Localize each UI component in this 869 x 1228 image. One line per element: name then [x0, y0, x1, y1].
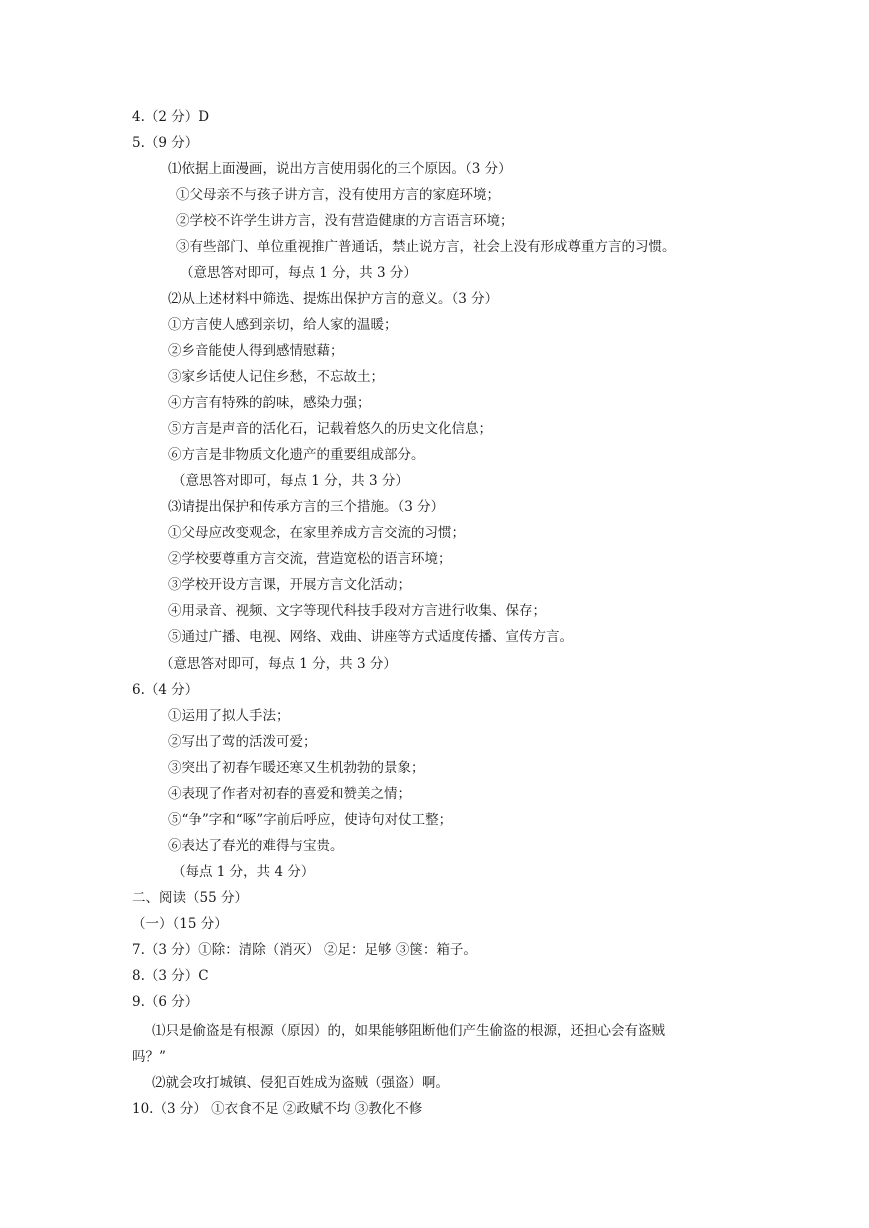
section-reading-heading: 二、阅读（55 分） — [132, 890, 248, 906]
q5-part2-item5: ⑤方言是声音的活化石，记载着悠久的历史文化信息； — [168, 421, 492, 437]
q9-part1-line1: ⑴只是偷盗是有根源（原因）的，如果能够阻断他们产生偷盗的根源，还担心会有盗贼 — [152, 1023, 665, 1039]
q5-part2-item3: ③家乡话使人记住乡愁，不忘故土； — [168, 369, 384, 385]
q6-item5: ⑤“争”字和“啄”字前后呼应，使诗句对仗工整； — [168, 812, 453, 828]
answer-7: 7.（3 分）①除：清除（消灭） ②足：足够 ③箧：箱子。 — [132, 942, 477, 958]
q9-part1-line2: 吗？” — [132, 1049, 166, 1065]
q5-part1-prompt: ⑴依据上面漫画，说出方言使用弱化的三个原因。（3 分） — [168, 161, 512, 177]
q5-part2-prompt: ⑵从上述材料中筛选、提炼出保护方言的意义。（3 分） — [168, 291, 499, 307]
q6-item1: ①运用了拟人手法； — [168, 708, 290, 724]
q5-part1-item2: ②学校不许学生讲方言，没有营造健康的方言语言环境； — [176, 213, 514, 229]
q5-part2-item4: ④方言有特殊的韵味，感染力强； — [168, 395, 371, 411]
q9-part2: ⑵就会攻打城镇、侵犯百姓成为盗贼（强盗）啊。 — [152, 1075, 449, 1091]
answer-9-header: 9.（6 分） — [132, 994, 199, 1010]
q6-item4: ④表现了作者对初春的喜爱和赞美之情； — [168, 786, 411, 802]
q5-part3-item3: ③学校开设方言课，开展方言文化活动； — [168, 577, 411, 593]
q5-part2-item1: ①方言使人感到亲切，给人家的温暖； — [168, 317, 398, 333]
q5-part1-item1: ①父母亲不与孩子讲方言，没有使用方言的家庭环境； — [176, 187, 500, 203]
q5-part3-prompt: ⑶请提出保护和传承方言的三个措施。（3 分） — [168, 499, 445, 515]
q5-part3-item4: ④用录音、视频、文字等现代科技手段对方言进行收集、保存； — [168, 603, 546, 619]
q5-part3-item1: ①父母应改变观念，在家里养成方言交流的习惯； — [168, 525, 465, 541]
q5-part3-scoring-note: （意思答对即可，每点 1 分，共 3 分） — [160, 656, 397, 672]
answer-10: 10.（3 分） ①衣食不足 ②政赋不均 ③教化不修 — [132, 1101, 423, 1117]
q5-part1-item3: ③有些部门、单位重视推广普通话，禁止说方言，社会上没有形成尊重方言的习惯。 — [176, 239, 676, 255]
q5-part3-item5: ⑤通过广播、电视、网络、戏曲、讲座等方式适度传播、宣传方言。 — [168, 629, 573, 645]
q5-part3-item2: ②学校要尊重方言交流，营造宽松的语言环境； — [168, 551, 452, 567]
answer-5-header: 5.（9 分） — [132, 135, 199, 151]
answer-4: 4.（2 分）D — [132, 109, 210, 125]
q6-scoring-note: （每点 1 分，共 4 分） — [172, 864, 315, 880]
answer-8: 8.（3 分）C — [132, 968, 209, 984]
q6-item2: ②写出了莺的活泼可爱； — [168, 734, 317, 750]
q5-part2-item6: ⑥方言是非物质文化遗产的重要组成部分。 — [168, 447, 425, 463]
subsection-1-heading: （一）（15 分） — [132, 916, 228, 932]
q5-part1-scoring-note: （意思答对即可，每点 1 分，共 3 分） — [180, 265, 417, 281]
q5-part2-item2: ②乡音能使人得到感情慰藉； — [168, 343, 344, 359]
q5-part2-scoring-note: （意思答对即可，每点 1 分，共 3 分） — [172, 473, 409, 489]
answer-6-header: 6.（4 分） — [132, 682, 199, 698]
q6-item6: ⑥表达了春光的难得与宝贵。 — [168, 838, 344, 854]
q6-item3: ③突出了初春乍暖还寒又生机勃勃的景象； — [168, 760, 425, 776]
